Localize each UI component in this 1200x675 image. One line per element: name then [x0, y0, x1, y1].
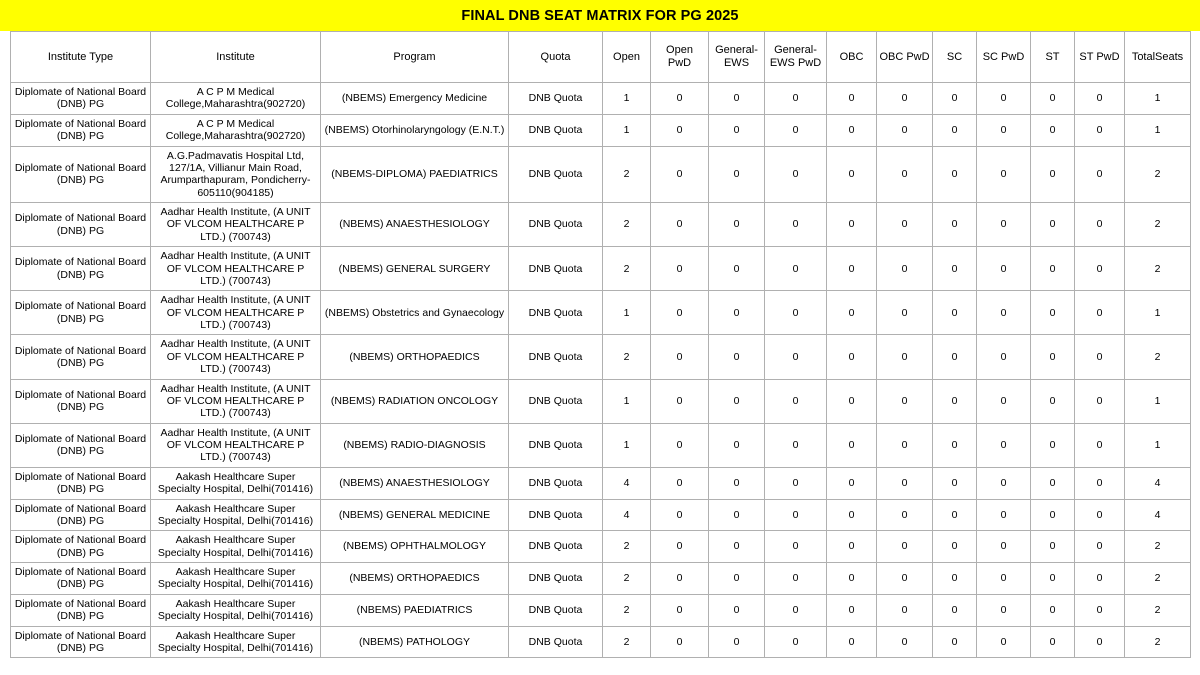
table-row: [11, 114, 1191, 146]
cell-general-ews-pwd: 0: [765, 531, 827, 563]
column-header-open-pwd: Open PwD: [651, 32, 709, 83]
cell-open: 1: [603, 291, 651, 335]
column-header-obc: OBC: [827, 32, 877, 83]
cell-open: 2: [603, 626, 651, 658]
cell-institute: Aadhar Health Institute, (A UNIT OF VLCOM HEALTHCARE P LTD.) (700743): [151, 203, 321, 247]
cell-general-ews-pwd: 0: [765, 467, 827, 499]
cell-general-ews: 0: [709, 467, 765, 499]
cell-program: (NBEMS) ORTHOPAEDICS: [321, 335, 509, 379]
cell-quota: DNB Quota: [509, 247, 603, 291]
table-row: [11, 626, 1191, 658]
cell-sc-pwd: 0: [977, 423, 1031, 467]
cell-total-seats: 2: [1125, 146, 1191, 203]
cell-open: 1: [603, 83, 651, 115]
cell-st: 0: [1031, 247, 1075, 291]
cell-general-ews: 0: [709, 499, 765, 531]
cell-obc: 0: [827, 146, 877, 203]
cell-quota: DNB Quota: [509, 423, 603, 467]
cell-quota: DNB Quota: [509, 203, 603, 247]
cell-general-ews-pwd: 0: [765, 247, 827, 291]
cell-sc-pwd: 0: [977, 531, 1031, 563]
cell-sc: 0: [933, 563, 977, 595]
cell-open: 2: [603, 146, 651, 203]
cell-st-pwd: 0: [1075, 423, 1125, 467]
cell-open-pwd: 0: [651, 291, 709, 335]
cell-institute-type: Diplomate of National Board (DNB) PG: [11, 335, 151, 379]
table-row: [11, 203, 1191, 247]
cell-institute-type: Diplomate of National Board (DNB) PG: [11, 114, 151, 146]
cell-institute-type: Diplomate of National Board (DNB) PG: [11, 531, 151, 563]
column-header-st-pwd: ST PwD: [1075, 32, 1125, 83]
cell-open-pwd: 0: [651, 563, 709, 595]
cell-general-ews-pwd: 0: [765, 379, 827, 423]
cell-quota: DNB Quota: [509, 563, 603, 595]
cell-st-pwd: 0: [1075, 379, 1125, 423]
cell-institute-type: Diplomate of National Board (DNB) PG: [11, 467, 151, 499]
cell-sc: 0: [933, 531, 977, 563]
cell-institute-type: Diplomate of National Board (DNB) PG: [11, 83, 151, 115]
cell-general-ews: 0: [709, 114, 765, 146]
cell-institute-type: Diplomate of National Board (DNB) PG: [11, 626, 151, 658]
cell-st: 0: [1031, 203, 1075, 247]
cell-st: 0: [1031, 83, 1075, 115]
cell-general-ews-pwd: 0: [765, 563, 827, 595]
cell-total-seats: 2: [1125, 531, 1191, 563]
cell-sc-pwd: 0: [977, 83, 1031, 115]
cell-st: 0: [1031, 531, 1075, 563]
cell-institute: Aadhar Health Institute, (A UNIT OF VLCOM HEALTHCARE P LTD.) (700743): [151, 379, 321, 423]
cell-total-seats: 1: [1125, 291, 1191, 335]
cell-sc: 0: [933, 146, 977, 203]
cell-st: 0: [1031, 379, 1075, 423]
cell-open-pwd: 0: [651, 626, 709, 658]
cell-institute-type: Diplomate of National Board (DNB) PG: [11, 594, 151, 626]
cell-sc-pwd: 0: [977, 146, 1031, 203]
cell-total-seats: 2: [1125, 594, 1191, 626]
column-header-st: ST: [1031, 32, 1075, 83]
cell-obc-pwd: 0: [877, 626, 933, 658]
cell-sc-pwd: 0: [977, 291, 1031, 335]
cell-open: 2: [603, 531, 651, 563]
cell-total-seats: 4: [1125, 467, 1191, 499]
cell-obc: 0: [827, 291, 877, 335]
cell-total-seats: 4: [1125, 499, 1191, 531]
cell-program: (NBEMS) PAEDIATRICS: [321, 594, 509, 626]
cell-total-seats: 1: [1125, 423, 1191, 467]
cell-sc: 0: [933, 423, 977, 467]
cell-open-pwd: 0: [651, 247, 709, 291]
cell-obc-pwd: 0: [877, 379, 933, 423]
cell-st: 0: [1031, 499, 1075, 531]
cell-general-ews: 0: [709, 247, 765, 291]
cell-general-ews: 0: [709, 83, 765, 115]
cell-general-ews-pwd: 0: [765, 83, 827, 115]
cell-quota: DNB Quota: [509, 594, 603, 626]
column-header-sc: SC: [933, 32, 977, 83]
cell-obc: 0: [827, 626, 877, 658]
cell-obc-pwd: 0: [877, 499, 933, 531]
cell-st: 0: [1031, 291, 1075, 335]
cell-institute: Aadhar Health Institute, (A UNIT OF VLCOM HEALTHCARE P LTD.) (700743): [151, 291, 321, 335]
column-header-obc-pwd: OBC PwD: [877, 32, 933, 83]
cell-institute: Aakash Healthcare Super Specialty Hospital, Delhi(701416): [151, 531, 321, 563]
cell-quota: DNB Quota: [509, 83, 603, 115]
cell-institute-type: Diplomate of National Board (DNB) PG: [11, 203, 151, 247]
cell-st-pwd: 0: [1075, 83, 1125, 115]
cell-quota: DNB Quota: [509, 114, 603, 146]
cell-institute: Aadhar Health Institute, (A UNIT OF VLCOM HEALTHCARE P LTD.) (700743): [151, 335, 321, 379]
column-header-general-ews: General-EWS: [709, 32, 765, 83]
table-row: [11, 467, 1191, 499]
cell-sc-pwd: 0: [977, 594, 1031, 626]
cell-obc: 0: [827, 203, 877, 247]
cell-program: (NBEMS) RADIATION ONCOLOGY: [321, 379, 509, 423]
cell-institute: Aadhar Health Institute, (A UNIT OF VLCOM HEALTHCARE P LTD.) (700743): [151, 423, 321, 467]
cell-program: (NBEMS) RADIO-DIAGNOSIS: [321, 423, 509, 467]
cell-st: 0: [1031, 626, 1075, 658]
cell-sc-pwd: 0: [977, 626, 1031, 658]
cell-obc: 0: [827, 247, 877, 291]
cell-open-pwd: 0: [651, 531, 709, 563]
cell-program: (NBEMS) Otorhinolaryngology (E.N.T.): [321, 114, 509, 146]
cell-sc-pwd: 0: [977, 467, 1031, 499]
cell-quota: DNB Quota: [509, 467, 603, 499]
cell-general-ews-pwd: 0: [765, 114, 827, 146]
page-title: FINAL DNB SEAT MATRIX FOR PG 2025: [0, 0, 1200, 31]
cell-quota: DNB Quota: [509, 499, 603, 531]
cell-st-pwd: 0: [1075, 247, 1125, 291]
cell-quota: DNB Quota: [509, 626, 603, 658]
cell-obc-pwd: 0: [877, 114, 933, 146]
cell-general-ews-pwd: 0: [765, 499, 827, 531]
cell-total-seats: 2: [1125, 203, 1191, 247]
cell-sc: 0: [933, 83, 977, 115]
cell-total-seats: 2: [1125, 563, 1191, 595]
cell-total-seats: 1: [1125, 83, 1191, 115]
cell-st: 0: [1031, 423, 1075, 467]
table-body: [11, 83, 1191, 658]
cell-general-ews-pwd: 0: [765, 291, 827, 335]
cell-general-ews-pwd: 0: [765, 146, 827, 203]
table-row: [11, 563, 1191, 595]
cell-general-ews: 0: [709, 146, 765, 203]
column-header-total-seats: TotalSeats: [1125, 32, 1191, 83]
column-header-open: Open: [603, 32, 651, 83]
cell-open-pwd: 0: [651, 203, 709, 247]
cell-quota: DNB Quota: [509, 531, 603, 563]
cell-st-pwd: 0: [1075, 499, 1125, 531]
cell-open-pwd: 0: [651, 467, 709, 499]
cell-sc-pwd: 0: [977, 499, 1031, 531]
cell-total-seats: 2: [1125, 247, 1191, 291]
cell-obc-pwd: 0: [877, 594, 933, 626]
cell-st: 0: [1031, 335, 1075, 379]
cell-st-pwd: 0: [1075, 203, 1125, 247]
cell-institute: Aakash Healthcare Super Specialty Hospital, Delhi(701416): [151, 467, 321, 499]
cell-program: (NBEMS) Emergency Medicine: [321, 83, 509, 115]
cell-institute-type: Diplomate of National Board (DNB) PG: [11, 499, 151, 531]
cell-sc-pwd: 0: [977, 379, 1031, 423]
cell-obc-pwd: 0: [877, 531, 933, 563]
cell-general-ews: 0: [709, 594, 765, 626]
table-row: [11, 379, 1191, 423]
table-header: [11, 32, 1191, 83]
cell-obc: 0: [827, 423, 877, 467]
cell-open: 1: [603, 114, 651, 146]
cell-quota: DNB Quota: [509, 291, 603, 335]
cell-obc: 0: [827, 594, 877, 626]
cell-st-pwd: 0: [1075, 531, 1125, 563]
cell-sc: 0: [933, 291, 977, 335]
cell-st: 0: [1031, 114, 1075, 146]
cell-general-ews-pwd: 0: [765, 335, 827, 379]
cell-total-seats: 2: [1125, 626, 1191, 658]
cell-sc: 0: [933, 114, 977, 146]
cell-institute: Aakash Healthcare Super Specialty Hospital, Delhi(701416): [151, 626, 321, 658]
cell-institute: A C P M Medical College,Maharashtra(902720): [151, 83, 321, 115]
cell-obc-pwd: 0: [877, 335, 933, 379]
cell-sc: 0: [933, 467, 977, 499]
cell-obc: 0: [827, 467, 877, 499]
cell-open: 2: [603, 203, 651, 247]
table-header-row: [11, 32, 1191, 83]
cell-st-pwd: 0: [1075, 146, 1125, 203]
column-header-institute-type: Institute Type: [11, 32, 151, 83]
cell-general-ews-pwd: 0: [765, 423, 827, 467]
cell-open-pwd: 0: [651, 114, 709, 146]
cell-institute-type: Diplomate of National Board (DNB) PG: [11, 146, 151, 203]
cell-obc: 0: [827, 531, 877, 563]
cell-open-pwd: 0: [651, 335, 709, 379]
cell-total-seats: 1: [1125, 114, 1191, 146]
cell-st-pwd: 0: [1075, 291, 1125, 335]
cell-obc-pwd: 0: [877, 423, 933, 467]
cell-st-pwd: 0: [1075, 335, 1125, 379]
cell-general-ews: 0: [709, 563, 765, 595]
cell-institute: A.G.Padmavatis Hospital Ltd, 127/1A, Villianur Main Road, Arumparthapuram, Pondicherry-605110(904185): [151, 146, 321, 203]
cell-institute: Aakash Healthcare Super Specialty Hospital, Delhi(701416): [151, 499, 321, 531]
cell-program: (NBEMS) PATHOLOGY: [321, 626, 509, 658]
cell-open-pwd: 0: [651, 423, 709, 467]
cell-sc: 0: [933, 594, 977, 626]
cell-program: (NBEMS) GENERAL MEDICINE: [321, 499, 509, 531]
cell-program: (NBEMS) ORTHOPAEDICS: [321, 563, 509, 595]
cell-sc: 0: [933, 203, 977, 247]
cell-institute: A C P M Medical College,Maharashtra(902720): [151, 114, 321, 146]
cell-institute-type: Diplomate of National Board (DNB) PG: [11, 291, 151, 335]
table-row: [11, 594, 1191, 626]
cell-sc-pwd: 0: [977, 247, 1031, 291]
column-header-institute: Institute: [151, 32, 321, 83]
cell-institute-type: Diplomate of National Board (DNB) PG: [11, 379, 151, 423]
cell-obc-pwd: 0: [877, 83, 933, 115]
column-header-program: Program: [321, 32, 509, 83]
cell-institute-type: Diplomate of National Board (DNB) PG: [11, 563, 151, 595]
cell-obc: 0: [827, 83, 877, 115]
cell-obc: 0: [827, 379, 877, 423]
table-row: [11, 335, 1191, 379]
cell-quota: DNB Quota: [509, 335, 603, 379]
cell-st-pwd: 0: [1075, 563, 1125, 595]
cell-total-seats: 2: [1125, 335, 1191, 379]
column-header-sc-pwd: SC PwD: [977, 32, 1031, 83]
seat-matrix-table: [10, 31, 1191, 658]
cell-open: 1: [603, 379, 651, 423]
cell-obc-pwd: 0: [877, 291, 933, 335]
cell-general-ews: 0: [709, 423, 765, 467]
cell-open-pwd: 0: [651, 499, 709, 531]
cell-obc: 0: [827, 114, 877, 146]
cell-open-pwd: 0: [651, 594, 709, 626]
cell-general-ews: 0: [709, 626, 765, 658]
column-header-quota: Quota: [509, 32, 603, 83]
cell-sc: 0: [933, 499, 977, 531]
column-header-general-ews-pwd: General-EWS PwD: [765, 32, 827, 83]
cell-general-ews: 0: [709, 379, 765, 423]
cell-general-ews-pwd: 0: [765, 203, 827, 247]
table-row: [11, 291, 1191, 335]
cell-sc-pwd: 0: [977, 114, 1031, 146]
cell-sc-pwd: 0: [977, 203, 1031, 247]
cell-sc: 0: [933, 247, 977, 291]
cell-general-ews: 0: [709, 203, 765, 247]
cell-open: 2: [603, 335, 651, 379]
cell-obc-pwd: 0: [877, 203, 933, 247]
cell-obc: 0: [827, 499, 877, 531]
cell-quota: DNB Quota: [509, 146, 603, 203]
cell-sc: 0: [933, 379, 977, 423]
cell-st: 0: [1031, 467, 1075, 499]
cell-institute-type: Diplomate of National Board (DNB) PG: [11, 423, 151, 467]
cell-st-pwd: 0: [1075, 626, 1125, 658]
cell-open: 4: [603, 499, 651, 531]
cell-institute: Aakash Healthcare Super Specialty Hospital, Delhi(701416): [151, 563, 321, 595]
cell-institute: Aadhar Health Institute, (A UNIT OF VLCOM HEALTHCARE P LTD.) (700743): [151, 247, 321, 291]
cell-general-ews-pwd: 0: [765, 626, 827, 658]
cell-program: (NBEMS) Obstetrics and Gynaecology: [321, 291, 509, 335]
cell-general-ews: 0: [709, 531, 765, 563]
cell-obc: 0: [827, 563, 877, 595]
cell-obc-pwd: 0: [877, 467, 933, 499]
cell-open: 2: [603, 594, 651, 626]
cell-institute: Aakash Healthcare Super Specialty Hospital, Delhi(701416): [151, 594, 321, 626]
cell-open-pwd: 0: [651, 146, 709, 203]
cell-obc-pwd: 0: [877, 146, 933, 203]
cell-total-seats: 1: [1125, 379, 1191, 423]
cell-sc: 0: [933, 335, 977, 379]
cell-program: (NBEMS) OPHTHALMOLOGY: [321, 531, 509, 563]
table-row: [11, 531, 1191, 563]
cell-obc: 0: [827, 335, 877, 379]
cell-obc-pwd: 0: [877, 247, 933, 291]
cell-st-pwd: 0: [1075, 467, 1125, 499]
cell-obc-pwd: 0: [877, 563, 933, 595]
cell-open-pwd: 0: [651, 83, 709, 115]
cell-quota: DNB Quota: [509, 379, 603, 423]
cell-open: 1: [603, 423, 651, 467]
cell-institute-type: Diplomate of National Board (DNB) PG: [11, 247, 151, 291]
table-row: [11, 247, 1191, 291]
cell-program: (NBEMS) GENERAL SURGERY: [321, 247, 509, 291]
cell-sc-pwd: 0: [977, 563, 1031, 595]
cell-general-ews: 0: [709, 335, 765, 379]
table-row: [11, 83, 1191, 115]
cell-program: (NBEMS) ANAESTHESIOLOGY: [321, 203, 509, 247]
cell-st: 0: [1031, 146, 1075, 203]
table-row: [11, 499, 1191, 531]
table-row: [11, 146, 1191, 203]
cell-sc-pwd: 0: [977, 335, 1031, 379]
cell-st: 0: [1031, 563, 1075, 595]
cell-program: (NBEMS-DIPLOMA) PAEDIATRICS: [321, 146, 509, 203]
cell-open-pwd: 0: [651, 379, 709, 423]
cell-open: 2: [603, 247, 651, 291]
cell-st: 0: [1031, 594, 1075, 626]
cell-open: 2: [603, 563, 651, 595]
cell-st-pwd: 0: [1075, 114, 1125, 146]
table-row: [11, 423, 1191, 467]
cell-st-pwd: 0: [1075, 594, 1125, 626]
cell-open: 4: [603, 467, 651, 499]
cell-program: (NBEMS) ANAESTHESIOLOGY: [321, 467, 509, 499]
cell-general-ews-pwd: 0: [765, 594, 827, 626]
cell-sc: 0: [933, 626, 977, 658]
cell-general-ews: 0: [709, 291, 765, 335]
